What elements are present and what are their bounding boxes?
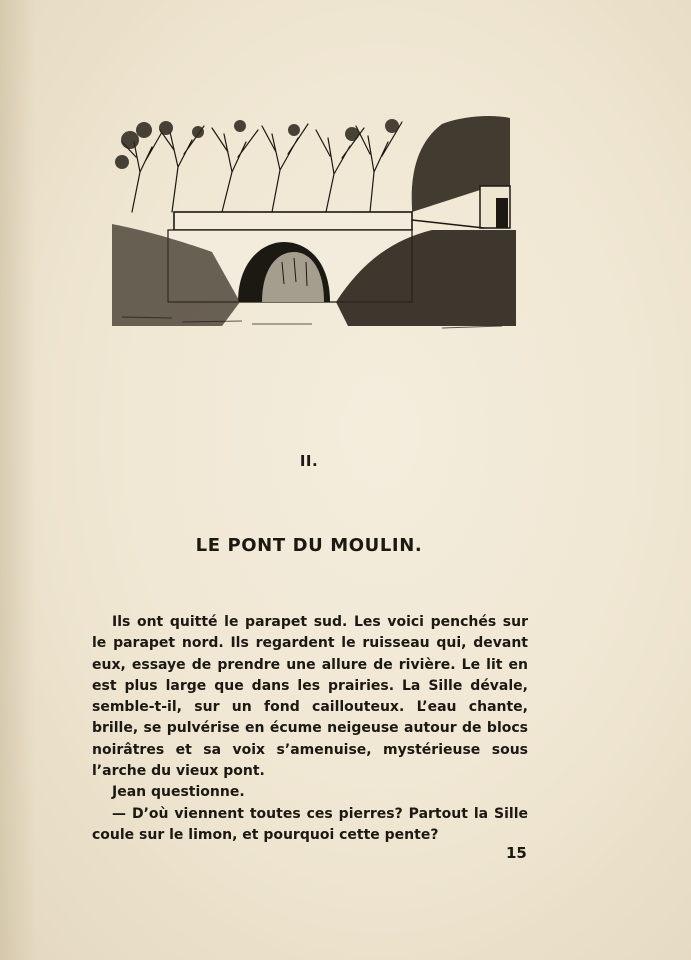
body-text xyxy=(92,612,528,846)
paragraph: — D’où viennent toutes ces pierres? Partout la Sille coule sur le limon, et pourquoi cette pente? xyxy=(92,805,528,843)
bridge-illustration xyxy=(112,112,516,336)
paragraph: Ils ont quitté le parapet sud. Les voici penchés sur le parapet nord. Ils regardent le ruisseau qui, devant eux, essaye de prendre une allure de rivière. Le lit en est plus large que dans les prairies. La Sille dévale, semble-t-il, sur un fond caillouteux. L’eau chante, brille, se pulvérise en écume neigeuse autour de blocs noirâtres et sa voix s’amenuise, mystérieuse sous l’arche du vieux pont. xyxy=(92,614,528,780)
paragraph: Jean questionne. xyxy=(112,784,245,801)
page-number: 15 xyxy=(506,844,527,862)
chapter-title: LE PONT DU MOULIN. xyxy=(195,535,423,556)
chapter-number: II. xyxy=(299,452,319,470)
page-binding-shadow xyxy=(0,0,36,960)
